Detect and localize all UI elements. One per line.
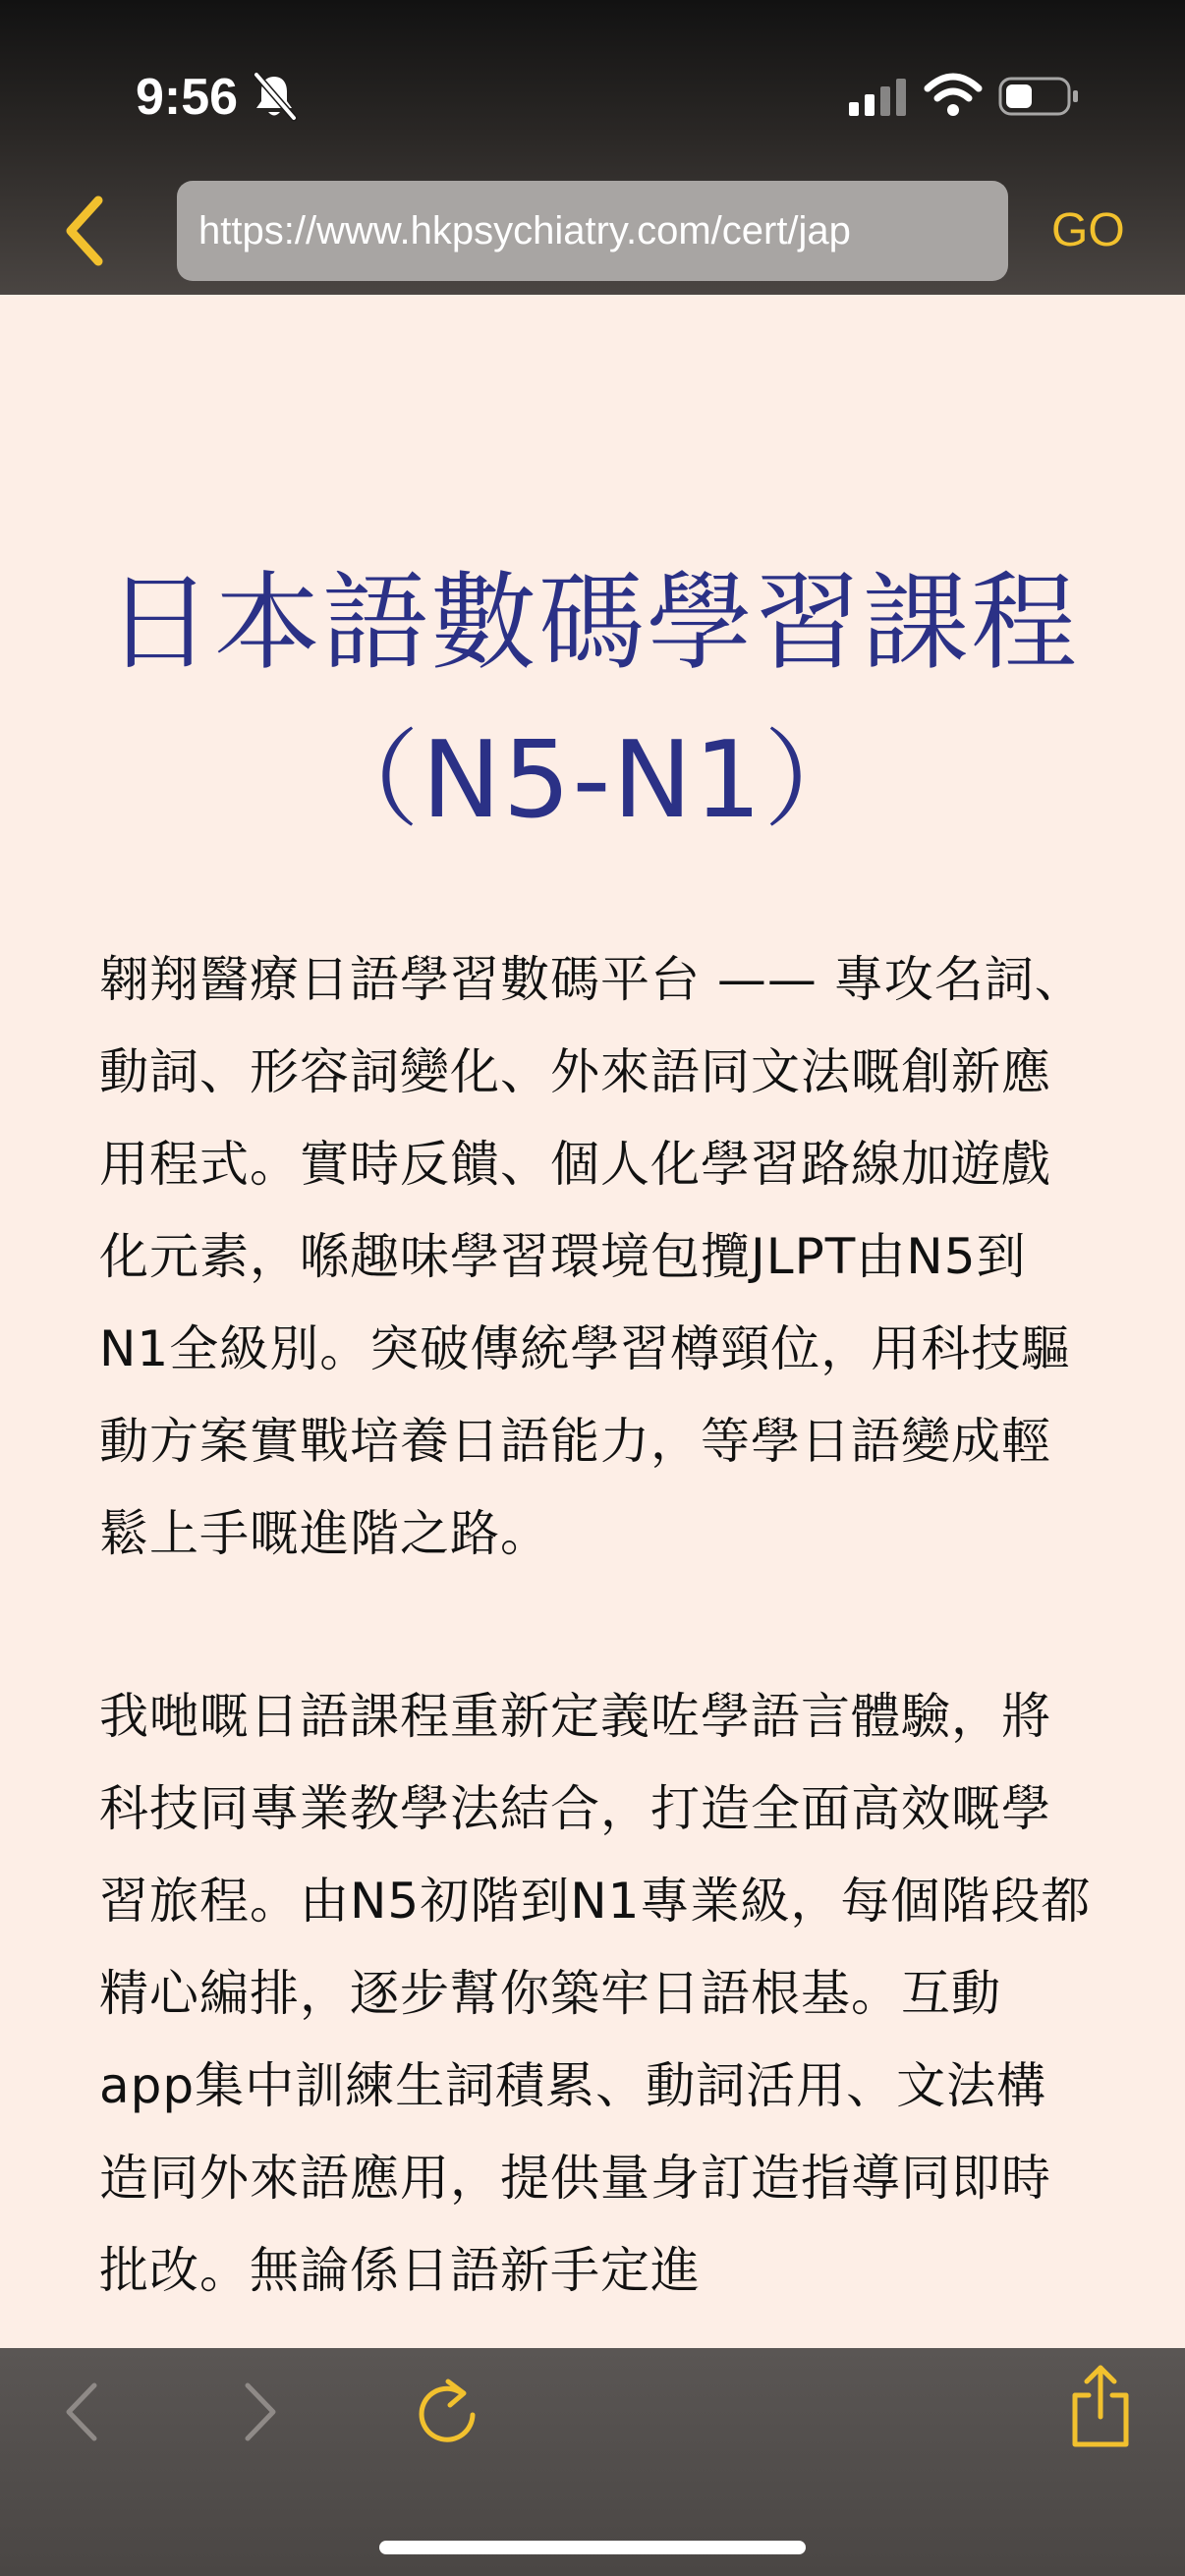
paragraph-intro: 翱翔醫療日語學習數碼平台 —— 專攻名詞、動詞、形容詞變化、外來語同文法嘅創新應用程式。實時反饋、個人化學習路線加遊戲化元素，喺趣味學習環境包攬JLPT由N5到N1全級別。突破傳統學習樽頸位，用科技驅動方案實戰培養日語能力，等學日語變成輕鬆上手嘅進階之路。 xyxy=(99,951,1085,1562)
top-bar xyxy=(0,0,1185,295)
chevron-right-icon[interactable] xyxy=(236,2378,285,2446)
url-field[interactable]: https://www.hkpsychiatry.com/cert/jap xyxy=(177,181,1008,281)
bell-slash-icon xyxy=(251,71,298,122)
home-indicator xyxy=(379,2541,806,2554)
page-content xyxy=(0,295,1185,2348)
wifi-icon xyxy=(924,71,983,118)
status-time: 9:56 xyxy=(136,69,239,126)
chevron-left-icon[interactable] xyxy=(57,2378,106,2446)
back-button[interactable] xyxy=(51,187,120,275)
battery-icon xyxy=(998,75,1081,118)
paragraph-course: 我哋嘅日語課程重新定義咗學語言體驗，將科技同專業教學法結合，打造全面高效嘅學習旅程。由N5初階到N1專業級，每個階段都精心編排，逐步幫你築牢日語根基。互動app集中訓練生詞積累、動詞活用、文法構造同外來語應用，提供量身訂造指導同即時批改。無論係日語新手定進 xyxy=(99,1688,1092,2299)
page-title: 日本語數碼學習課程（N5-N1） xyxy=(105,562,1079,842)
go-button[interactable]: GO xyxy=(1051,204,1125,256)
cellular-signal-icon xyxy=(847,77,908,118)
share-icon[interactable] xyxy=(1067,2362,1134,2450)
reload-icon[interactable] xyxy=(411,2372,483,2450)
